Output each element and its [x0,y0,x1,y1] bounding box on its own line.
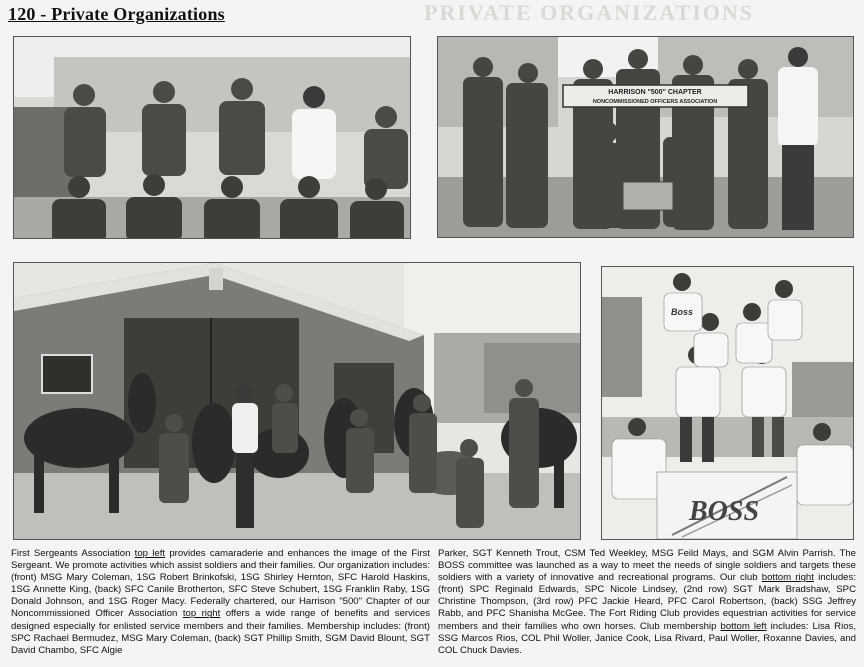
page-title: 120 - Private Organizations [8,4,225,24]
caption-right-text-1: Parker, SGT Kenneth Trout, CSM Ted Weekley, MSG Feild Mays, and SGM Alvin Parrish. The BOSS committee was launched as a way to meet the needs of single soldiers and targets these soldiers with a variety of innovative and recreational programs. Our club [438,548,856,584]
caption-ref-bottom-left: bottom left [720,620,767,632]
caption-right-text-3: includes: Lisa Rios, SSG Marcos Rios, COL Phil Woller, Janice Cook, Lisa Rivard, Paul Woller, Roxanne Davies, and COL Chuck Davies. [438,620,857,656]
caption-right-text-2: includes: (front) SPC Reginald Edwards, SPC Nicole Lindsey, (2nd row) SGT Mark Bradshaw, SPC Christine Thompson, (3rd row) PFC Jackie Heard, PFC Carol Robertson, (back) SSG Jeffrey Rabb, and PFC Shanisha McGee. The Fort Riding Club provides equestrian activities for service members and their families who own horses. Club membership [438,572,856,632]
caption-ref-top-right: top right [182,608,221,620]
caption-ref-bottom-right: bottom right [761,572,814,584]
caption-left-text-1: First Sergeants Association [11,548,135,559]
caption-left-text-2: provides camaraderie and enhances the image of the First Sergeant. We promote activities which assist soldiers and their families. Our organization includes: (front) MSG Mary Coleman, 1SG Robert Brinkofski, 1SG Shirley Hernton, SFC Harold Haskins, 1SG Annette King, (back) SFC Canile Brotherton, SFC Steve Schubert, 1SG Franklin Raby, 1SG Donald Johnson, and 1SG Roger Macy. Federally chartered, our Harrison "500" Chapter of our Noncommissioned Officer Association [11,548,430,620]
photo-nco-association [437,36,854,238]
boss-banner-text: BOSS [688,496,760,527]
photo-first-sergeants-association [13,36,411,239]
caption-ref-top-left: top left [134,548,166,559]
page-watermark-title: PRIVATE ORGANIZATIONS [424,0,754,25]
photo-boss-committee [601,266,854,540]
photo-fort-riding-club [13,262,581,540]
sign-text-line1: HARRISON "500" CHAPTER [608,89,702,96]
caption-left-text-3: offers a wide range of benefits and services designed especially for enlisted service members and their families. Membership includes: (front) SPC Rachael Bermudez, MSG Mary Coleman, (back) SGT Phillip Smith, SGM David Blount, SGT David Chambo, SFC Algie [11,608,430,656]
caption-right-column [438,548,856,657]
boss-shirt-text: Boss [670,307,694,317]
caption-left-column [11,548,430,657]
sign-text-line2: NONCOMMISSIONED OFFICERS ASSOCIATION [592,99,718,105]
